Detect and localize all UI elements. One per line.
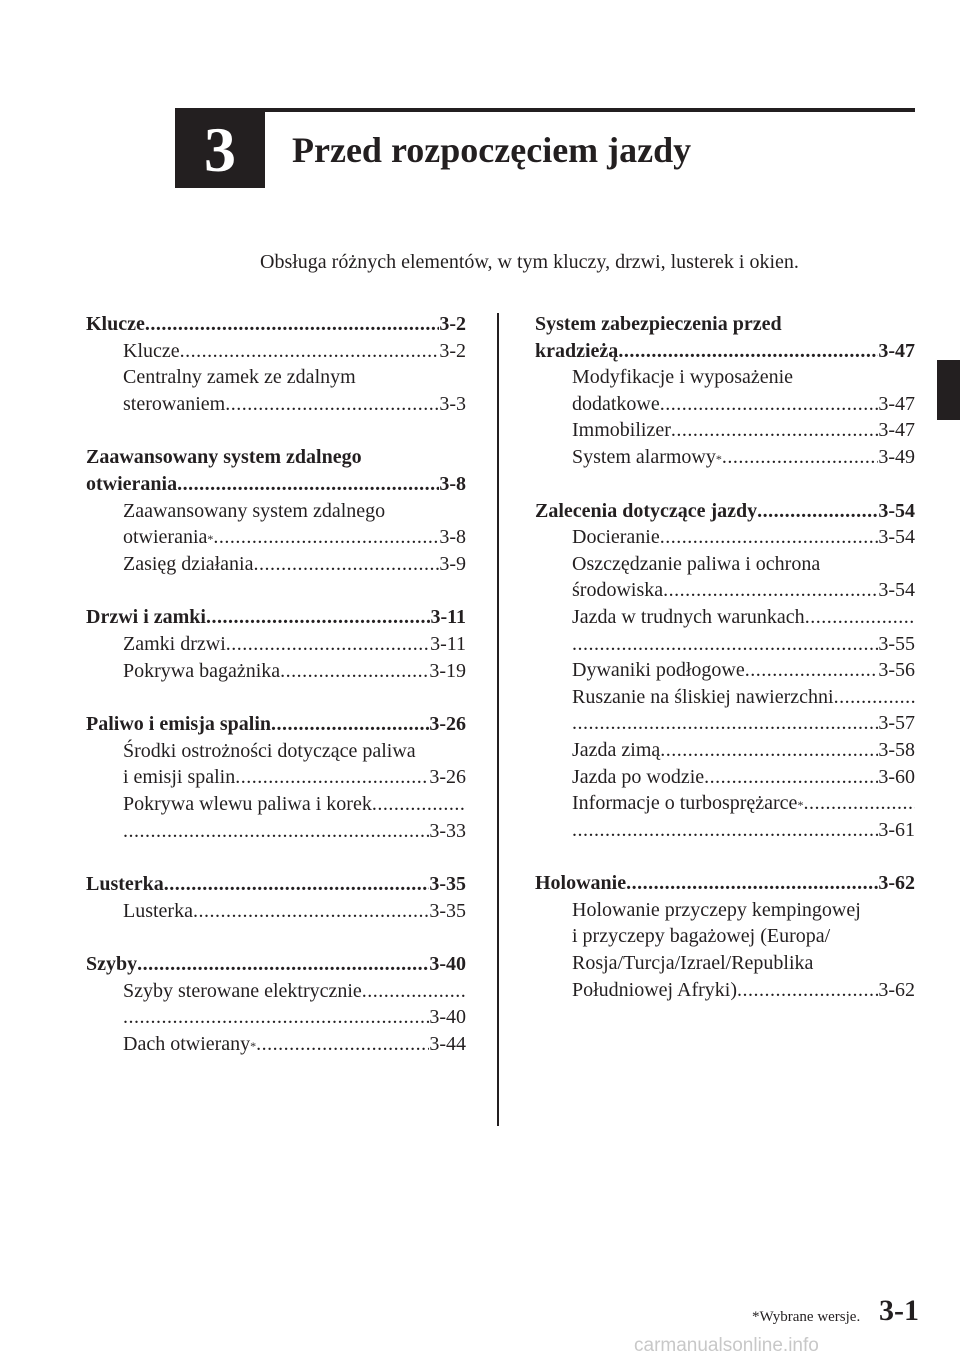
toc-section-row[interactable] [535, 338, 915, 365]
leader-dots [137, 951, 429, 978]
toc-entry-page: 3-47 [878, 419, 915, 442]
toc-section-title: Paliwo i emisja spalin [86, 713, 272, 736]
toc-entry-page: 3-62 [878, 978, 915, 1001]
leader-dots [226, 631, 430, 658]
toc-entry-row[interactable] [86, 338, 466, 365]
leader-dots [757, 498, 878, 525]
toc-entry-page: 3-47 [878, 392, 915, 415]
toc-entry-page: 3-2 [439, 339, 466, 362]
toc-entry-row-continued[interactable] [535, 817, 915, 844]
leader-dots [572, 710, 878, 737]
toc-entry-row[interactable] [86, 551, 466, 578]
toc-section-title: kradzieżą [535, 339, 619, 362]
toc-section-title: Drzwi i zamki [86, 606, 206, 629]
leader-dots [213, 524, 439, 551]
toc-section-page: 3-40 [429, 953, 466, 976]
chapter-top-rule [175, 108, 915, 112]
leader-dots [225, 391, 439, 418]
toc-section [535, 498, 915, 844]
toc-entry-title: Jazda w trudnych warunkach [572, 605, 805, 628]
toc-section-page: 3-62 [878, 872, 915, 895]
toc-entry-page: 3-3 [439, 392, 466, 415]
toc-entry-title: Zasięg działania [123, 552, 254, 575]
toc-entry-row[interactable] [535, 577, 915, 604]
toc-entry-title: środowiska [572, 579, 664, 602]
toc-entry-page: 3-44 [429, 1033, 466, 1056]
toc-section-page: 3-35 [429, 873, 466, 896]
toc-section-page: 3-11 [430, 606, 466, 629]
leader-dots [704, 764, 878, 791]
leader-dots [235, 764, 429, 791]
toc-entry-page: 3-8 [439, 526, 466, 549]
toc-section [86, 311, 466, 417]
toc-entry-row[interactable]: otwierania * ..... 3-8 [86, 524, 466, 551]
toc-entry-row-continued[interactable] [535, 710, 915, 737]
toc-entry-title: Klucze [123, 339, 180, 362]
toc-section-title: Lusterka [86, 873, 164, 896]
leader-dots [271, 711, 429, 738]
toc-section-page: 3-2 [439, 313, 466, 335]
toc-entry-title-line: Środki ostrożności dotyczące paliwa [123, 739, 416, 762]
toc-section-page: 3-54 [878, 499, 915, 522]
toc-entry-title-line: Holowanie przyczepy kempingowej [572, 898, 861, 921]
toc-entry-page: 3-11 [430, 632, 466, 655]
leader-dots [626, 870, 878, 897]
toc-entry-page: 3-55 [878, 632, 915, 655]
toc-entry-title: Szyby sterowane elektrycznie [123, 979, 362, 1002]
toc-entry-row[interactable] [86, 898, 466, 925]
toc-entry-row[interactable] [86, 764, 466, 791]
toc-entry-title: Jazda po wodzie [572, 765, 705, 788]
toc-right-column [535, 311, 915, 1003]
toc-entry-row[interactable] [535, 391, 915, 418]
toc-section-row[interactable] [86, 471, 466, 498]
toc-section [86, 444, 466, 577]
toc-entry-row[interactable] [86, 631, 466, 658]
toc-entry-title: Pokrywa wlewu paliwa i korek [123, 792, 372, 815]
page-number: 3-1 [879, 1294, 919, 1327]
toc-entry-title: sterowaniem [123, 392, 226, 415]
toc-entry-title: dodatkowe [572, 392, 660, 415]
toc-section-row[interactable] [86, 604, 466, 631]
toc-left-column [86, 311, 466, 1058]
toc-entry-row[interactable] [535, 977, 915, 1004]
column-divider [497, 313, 499, 1126]
toc-entry-page: 3-56 [878, 659, 915, 682]
leader-dots [193, 898, 429, 925]
toc-entry-title-line: Modyfikacje i wyposażenie [572, 366, 794, 389]
toc-section-row[interactable] [86, 311, 466, 338]
toc-entry-row[interactable] [535, 524, 915, 551]
toc-entry-row-continued[interactable] [86, 818, 466, 845]
leader-dots [803, 790, 915, 817]
toc-entry-row[interactable] [535, 764, 915, 791]
toc-entry-title: Dach otwierany [123, 1033, 251, 1056]
toc-entry-row[interactable] [86, 791, 466, 818]
leader-dots [254, 551, 440, 578]
watermark: carmanualsonline.info [634, 1335, 819, 1356]
leader-dots [805, 604, 915, 631]
toc-section-page: 3-8 [439, 472, 466, 495]
toc-section-title: Zalecenia dotyczące jazdy [535, 499, 758, 522]
leader-dots [660, 391, 879, 418]
toc-entry-title: Docieranie [572, 526, 660, 549]
leader-dots [737, 977, 878, 1004]
leader-dots [123, 818, 429, 845]
toc-section-row[interactable] [86, 871, 466, 898]
leader-dots [834, 684, 915, 711]
toc-entry-title: Jazda zimą [572, 738, 661, 761]
toc-entry-title-line: Oszczędzanie paliwa i ochrona [572, 552, 821, 575]
toc-entry-page: 3-54 [878, 526, 915, 549]
toc-section-title: Szyby [86, 953, 138, 976]
toc-entry-title: System alarmowy [572, 445, 716, 468]
leader-dots [722, 444, 878, 471]
toc-section-page: 3-47 [878, 339, 915, 362]
leader-dots [280, 658, 429, 685]
toc-section-title: Klucze [86, 313, 145, 335]
toc-entry-page: 3-26 [429, 766, 466, 789]
toc-entry-page: 3-60 [878, 765, 915, 788]
toc-entry-page: 3-35 [429, 899, 466, 922]
toc-section-row[interactable] [86, 951, 466, 978]
toc-section-title: Holowanie [535, 872, 627, 895]
toc-section [86, 604, 466, 684]
leader-dots [572, 631, 878, 658]
toc-entry-row[interactable]: System alarmowy * ..... 3-49 [535, 444, 915, 471]
toc-entry-page: 3-9 [439, 552, 466, 575]
toc-entry-row-continued[interactable] [535, 631, 915, 658]
chapter-side-tab [937, 360, 960, 420]
toc-section [535, 311, 915, 471]
leader-dots [572, 817, 878, 844]
toc-entry-row-continued[interactable] [86, 1004, 466, 1031]
toc-section-row[interactable] [535, 498, 915, 525]
leader-dots [164, 871, 430, 898]
leader-dots [177, 471, 439, 498]
toc-entry-title: otwierania [123, 526, 208, 549]
toc-entry-title: Południowej Afryki) [572, 978, 737, 1001]
leader-dots [180, 338, 440, 365]
toc-entry-page: 3-49 [878, 445, 915, 468]
toc-entry-title: Ruszanie na śliskiej nawierzchni [572, 685, 834, 708]
toc-entry-title: Informacje o turbosprężarce [572, 792, 798, 815]
toc-entry-row[interactable] [535, 737, 915, 764]
leader-dots [660, 524, 879, 551]
chapter-number-badge: 3 [175, 112, 265, 188]
toc-entry-page: 3-19 [429, 659, 466, 682]
toc-section-page: 3-26 [429, 713, 466, 736]
leader-dots [145, 311, 439, 338]
leader-dots [123, 1004, 429, 1031]
toc-entry-title: Lusterka [123, 899, 193, 922]
toc-section [535, 870, 915, 1003]
leader-dots [671, 417, 878, 444]
toc-entry-page: 3-33 [429, 819, 466, 842]
leader-dots [256, 1031, 429, 1058]
footnote: *Wybrane wersje. [752, 1309, 861, 1325]
toc-section-row[interactable] [535, 870, 915, 897]
leader-dots [660, 737, 878, 764]
leader-dots [745, 657, 879, 684]
leader-dots [663, 577, 878, 604]
leader-dots [372, 791, 466, 818]
toc-entry-title-line: Centralny zamek ze zdalnym [123, 366, 356, 389]
toc-entry-row[interactable] [535, 417, 915, 444]
toc-section-title-line: System zabezpieczenia przed [535, 313, 782, 335]
toc-entry-row[interactable] [535, 657, 915, 684]
toc-entry-page: 3-58 [878, 738, 915, 761]
toc-entry-page: 3-54 [878, 579, 915, 602]
toc-entry-title: Zamki drzwi [123, 632, 226, 655]
leader-dots [206, 604, 430, 631]
toc-entry-row[interactable] [86, 658, 466, 685]
toc-entry-row[interactable]: Informacje o turbosprężarce * ..... [535, 790, 915, 817]
toc-entry-title: Immobilizer [572, 419, 671, 442]
toc-entry-title: Dywaniki podłogowe [572, 659, 745, 682]
chapter-title: Przed rozpoczęciem jazdy [292, 130, 692, 170]
leader-dots [362, 978, 466, 1005]
toc-section-row[interactable] [86, 711, 466, 738]
toc-entry-title-line: i przyczepy bagażowej (Europa/ [572, 925, 831, 948]
toc-entry-row[interactable] [535, 604, 915, 631]
toc-entry-page: 3-40 [429, 1006, 466, 1029]
leader-dots [618, 338, 878, 365]
toc-section-title-line: Zaawansowany system zdalnego [86, 446, 362, 469]
toc-entry-page: 3-57 [878, 712, 915, 735]
toc-entry-title: Pokrywa bagażnika [123, 659, 281, 682]
toc-entry-title-line: Zaawansowany system zdalnego [123, 499, 386, 522]
toc-entry-row[interactable]: Dach otwierany * ..... 3-44 [86, 1031, 466, 1058]
toc-entry-row[interactable] [86, 978, 466, 1005]
toc-entry-title: i emisji spalin [123, 766, 236, 789]
toc-section [86, 951, 466, 1057]
toc-section-title: otwierania [86, 472, 178, 495]
toc-entry-title-line: Rosja/Turcja/Izrael/Republika [572, 952, 814, 975]
toc-section [86, 711, 466, 844]
toc-section [86, 871, 466, 924]
toc-entry-row[interactable] [86, 391, 466, 418]
toc-entry-page: 3-61 [878, 818, 915, 841]
chapter-subtitle: Obsługa różnych elementów, w tym kluczy, drzwi, lusterek i okien. [260, 251, 799, 273]
toc-entry-row[interactable] [535, 684, 915, 711]
